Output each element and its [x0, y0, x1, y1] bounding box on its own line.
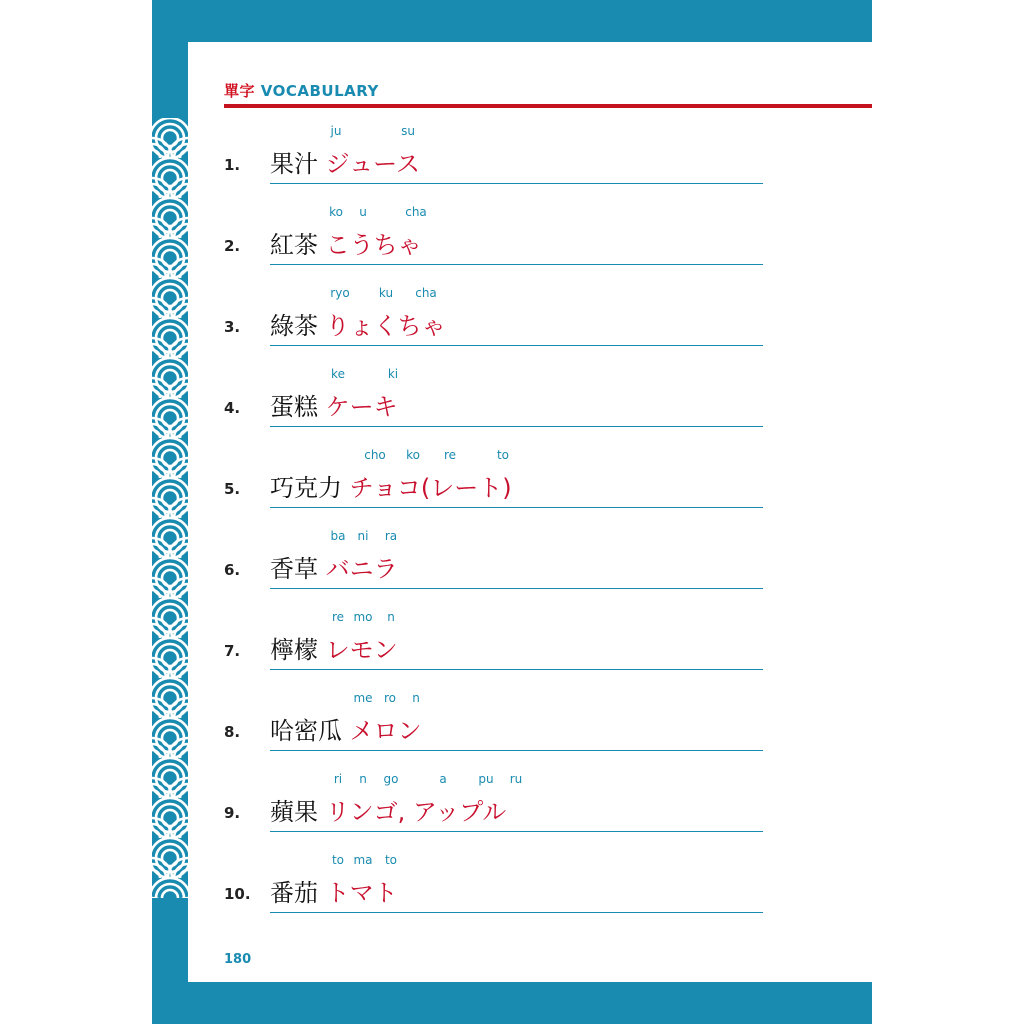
writing-line [270, 183, 763, 184]
romaji-syllable: ku [378, 286, 394, 300]
page [188, 42, 872, 982]
chinese-word: 檸檬 [270, 636, 318, 664]
romaji-reading [188, 610, 488, 626]
writing-line [270, 669, 763, 670]
item-number: 4. [224, 399, 241, 417]
romaji-reading [188, 448, 510, 464]
chinese-word: 香草 [270, 555, 318, 583]
chinese-word: 綠茶 [270, 312, 318, 340]
japanese-kana: レモン [325, 636, 398, 664]
vocabulary-item [188, 853, 872, 913]
writing-line [270, 912, 763, 913]
writing-line [270, 831, 763, 832]
romaji-reading [188, 691, 488, 707]
item-number: 1. [224, 156, 241, 174]
romaji-reading [188, 853, 488, 869]
romaji-syllable: go [383, 772, 399, 786]
romaji-syllable: to [384, 853, 398, 867]
romaji-syllable: a [439, 772, 447, 786]
romaji-syllable: ru [509, 772, 523, 786]
romaji-reading [188, 772, 523, 788]
japanese-kana: メロン [349, 717, 422, 745]
item-number: 9. [224, 804, 241, 822]
header-title-en: VOCABULARY [260, 82, 379, 100]
japanese-kana: バニラ [325, 555, 398, 583]
chinese-word: 蘋果 [270, 798, 318, 826]
vocabulary-item [188, 367, 872, 427]
romaji-syllable: ryo [330, 286, 350, 300]
header-rule [224, 104, 872, 108]
romaji-syllable: cho [364, 448, 386, 462]
romaji-syllable: re [443, 448, 457, 462]
romaji-syllable: ju [330, 124, 342, 138]
chinese-word: 巧克力 [270, 474, 342, 502]
vocabulary-word [270, 306, 446, 341]
wave-pattern-decoration [152, 118, 188, 898]
vocabulary-item [188, 610, 872, 670]
item-number: 6. [224, 561, 241, 579]
item-number: 5. [224, 480, 241, 498]
chinese-word: 蛋糕 [270, 393, 318, 421]
japanese-kana: ケーキ [325, 393, 398, 421]
vocabulary-word [270, 792, 506, 827]
vocabulary-item [188, 205, 872, 265]
item-number: 2. [224, 237, 241, 255]
writing-line [270, 264, 763, 265]
vocabulary-item [188, 286, 872, 346]
romaji-syllable: mo [353, 610, 373, 624]
japanese-kana: リンゴ, アップル [325, 798, 507, 826]
item-number: 3. [224, 318, 241, 336]
vocabulary-word [270, 630, 398, 665]
writing-line [270, 750, 763, 751]
romaji-syllable: ba [330, 529, 346, 543]
romaji-syllable: ra [384, 529, 398, 543]
romaji-reading [188, 205, 488, 221]
japanese-kana: トマト [325, 879, 398, 907]
romaji-syllable: to [496, 448, 510, 462]
vocabulary-word [270, 873, 398, 908]
vocabulary-item [188, 124, 872, 184]
writing-line [270, 588, 763, 589]
romaji-syllable: to [331, 853, 345, 867]
page-number: 180 [224, 952, 252, 967]
vocabulary-item [188, 529, 872, 589]
vocabulary-word [270, 711, 422, 746]
romaji-syllable: n [359, 772, 367, 786]
romaji-syllable: cha [415, 286, 437, 300]
japanese-kana: りょくちゃ [325, 312, 446, 340]
romaji-reading [188, 367, 488, 383]
romaji-syllable: ko [329, 205, 343, 219]
chinese-word: 紅茶 [270, 231, 318, 259]
vocabulary-item [188, 448, 872, 508]
romaji-reading [188, 286, 488, 302]
romaji-syllable: ko [406, 448, 420, 462]
japanese-kana: チョコ(レート) [349, 474, 512, 502]
item-number: 8. [224, 723, 241, 741]
romaji-syllable: su [401, 124, 415, 138]
romaji-syllable: ma [353, 853, 373, 867]
romaji-syllable: re [331, 610, 345, 624]
romaji-syllable: u [359, 205, 367, 219]
writing-line [270, 345, 763, 346]
item-number: 7. [224, 642, 241, 660]
vocabulary-word [270, 387, 398, 422]
chinese-word: 哈密瓜 [270, 717, 342, 745]
vocabulary-word [270, 144, 420, 179]
romaji-syllable: n [412, 691, 420, 705]
romaji-syllable: me [353, 691, 373, 705]
vocabulary-item [188, 691, 872, 751]
japanese-kana: ジュース [325, 150, 420, 178]
vocabulary-word [270, 468, 512, 503]
romaji-syllable: cha [405, 205, 427, 219]
romaji-syllable: ni [357, 529, 369, 543]
chinese-word: 果汁 [270, 150, 318, 178]
romaji-syllable: pu [478, 772, 494, 786]
section-header [224, 80, 379, 101]
romaji-syllable: n [387, 610, 395, 624]
romaji-reading [188, 124, 488, 140]
writing-line [270, 507, 763, 508]
vocabulary-word [270, 225, 422, 260]
romaji-syllable: ri [333, 772, 343, 786]
item-number: 10. [224, 885, 251, 903]
chinese-word: 番茄 [270, 879, 318, 907]
vocabulary-word [270, 549, 398, 584]
romaji-syllable: ki [387, 367, 399, 381]
vocabulary-item [188, 772, 872, 832]
writing-line [270, 426, 763, 427]
romaji-reading [188, 529, 488, 545]
header-title-zh: 單字 [224, 82, 256, 100]
romaji-syllable: ro [383, 691, 397, 705]
romaji-syllable: ke [331, 367, 345, 381]
japanese-kana: こうちゃ [325, 231, 422, 259]
